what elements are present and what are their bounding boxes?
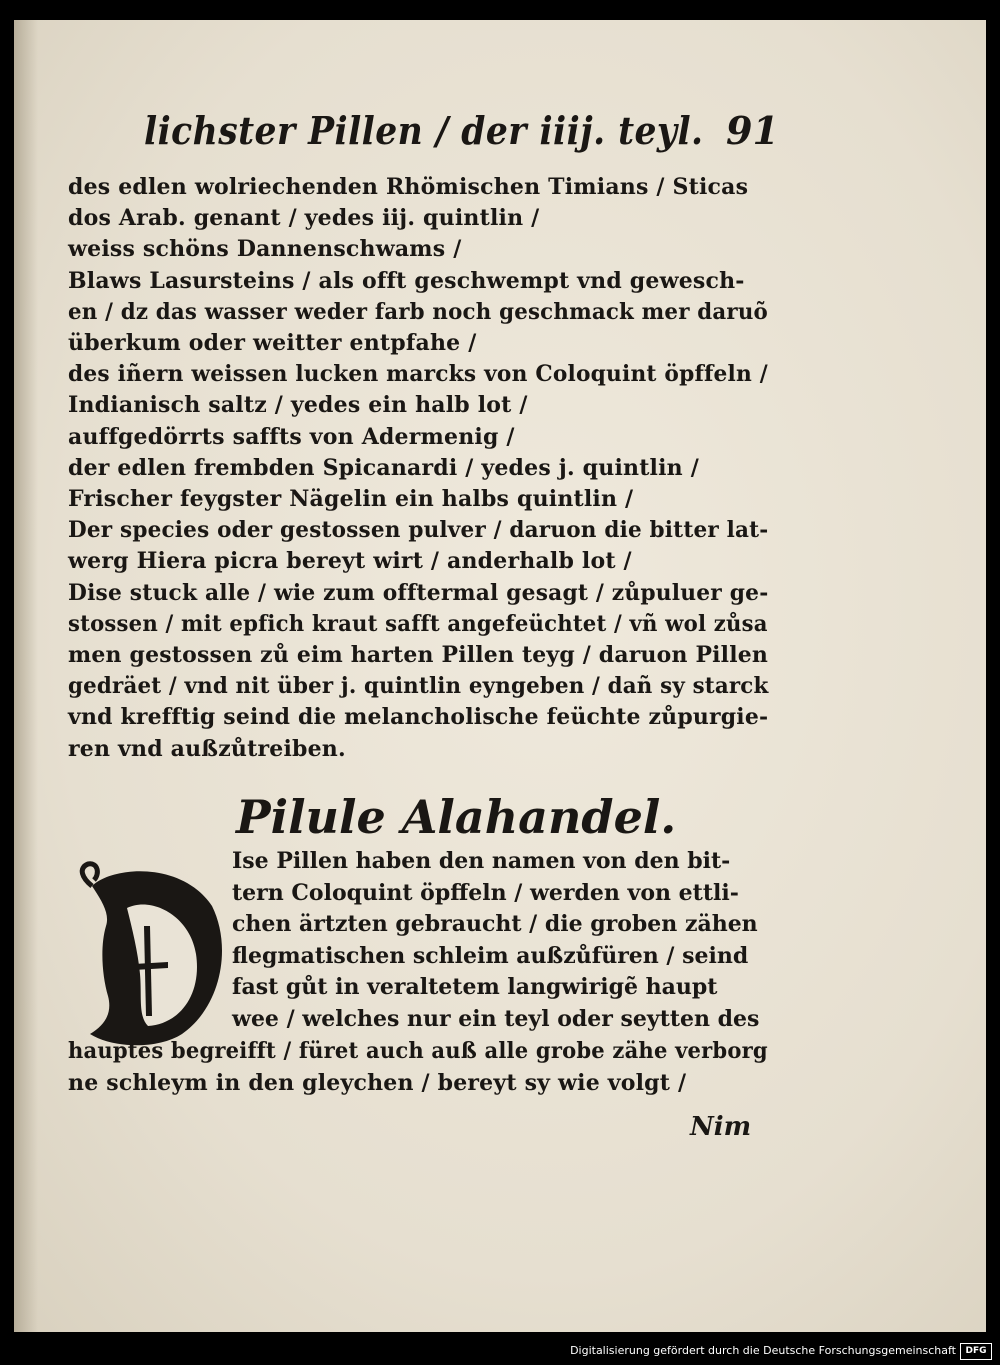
text-line: tern Coloquint öpffeln / werden von ettli- bbox=[232, 879, 739, 906]
decorated-initial-icon bbox=[72, 856, 232, 1052]
text-line: wee / welches nur ein teyl oder seytten des bbox=[232, 1005, 760, 1032]
text-line: überkum oder weitter entpfahe / bbox=[68, 330, 477, 356]
text-line: Dise stuck alle / wie zum offtermal gesagt / zůpuluer ge- bbox=[68, 579, 769, 606]
text-line: Blaws Lasursteins / als offt geschwempt vnd gewesch- bbox=[68, 267, 745, 294]
section-heading: Pilule Alahandel. bbox=[236, 790, 677, 844]
running-head: lichster Pillen / der iiij. teyl. bbox=[144, 108, 704, 153]
text-line: Der species oder gestossen pulver / daruon die bitter lat- bbox=[68, 517, 769, 544]
text-line: hauptes begreifft / füret auch auß alle grobe zähe verborg bbox=[68, 1038, 768, 1064]
text-line: weiss schöns Dannenschwams / bbox=[68, 236, 462, 263]
text-line: auffgedörrts saffts von Adermenig / bbox=[68, 423, 515, 450]
text-line: des edlen wolriechenden Rhömischen Timians / Sticas bbox=[68, 174, 749, 200]
text-line: fast gůt in veraltetem langwirigẽ haupt bbox=[232, 974, 718, 1000]
text-line: stossen / mit epfich kraut safft angefeüchtet / vñ wol zůsa bbox=[68, 610, 768, 637]
text-line: Frischer feygster Nägelin ein halbs quintlin / bbox=[68, 486, 634, 512]
text-line: dos Arab. genant / yedes iij. quintlin / bbox=[68, 205, 540, 232]
funding-credit: Digitalisierung gefördert durch die Deutsche Forschungsgemeinschaft bbox=[570, 1344, 956, 1357]
text-line: Ise Pillen haben den namen von den bit- bbox=[232, 848, 731, 874]
footer-bar bbox=[0, 1340, 1000, 1365]
text-line: ne schleym in den gleychen / bereyt sy wie volgt / bbox=[68, 1070, 687, 1096]
book-page bbox=[14, 20, 986, 1332]
text-line: chen ärtzten gebraucht / die groben zähen bbox=[232, 911, 758, 937]
text-line: men gestossen zů eim harten Pillen teyg / daruon Pillen bbox=[68, 642, 769, 668]
dfg-logo: DFG bbox=[960, 1343, 992, 1360]
text-line: gedräet / vnd nit über j. quintlin eyngeben / dañ sy starck bbox=[68, 673, 769, 700]
text-line: en / dz das wasser weder farb noch geschmack mer daruõ bbox=[68, 298, 768, 325]
text-line: werg Hiera picra bereyt wirt / anderhalb lot / bbox=[68, 548, 632, 575]
text-line: ren vnd außzůtreiben. bbox=[68, 735, 346, 762]
folio-number: 91 bbox=[726, 108, 779, 153]
text-line: der edlen frembden Spicanardi / yedes j. quintlin / bbox=[68, 454, 699, 481]
text-line: des iñern weissen lucken marcks von Coloquint öpffeln / bbox=[68, 361, 768, 388]
catchword: Nim bbox=[690, 1112, 752, 1142]
text-line: flegmatischen schleim außzůfüren / seind bbox=[232, 942, 749, 969]
text-line: vnd krefftig seind die melancholische feüchte zůpurgie- bbox=[68, 704, 769, 731]
text-line: Indianisch saltz / yedes ein halb lot / bbox=[68, 392, 528, 419]
initial-letter: D bbox=[150, 970, 160, 984]
